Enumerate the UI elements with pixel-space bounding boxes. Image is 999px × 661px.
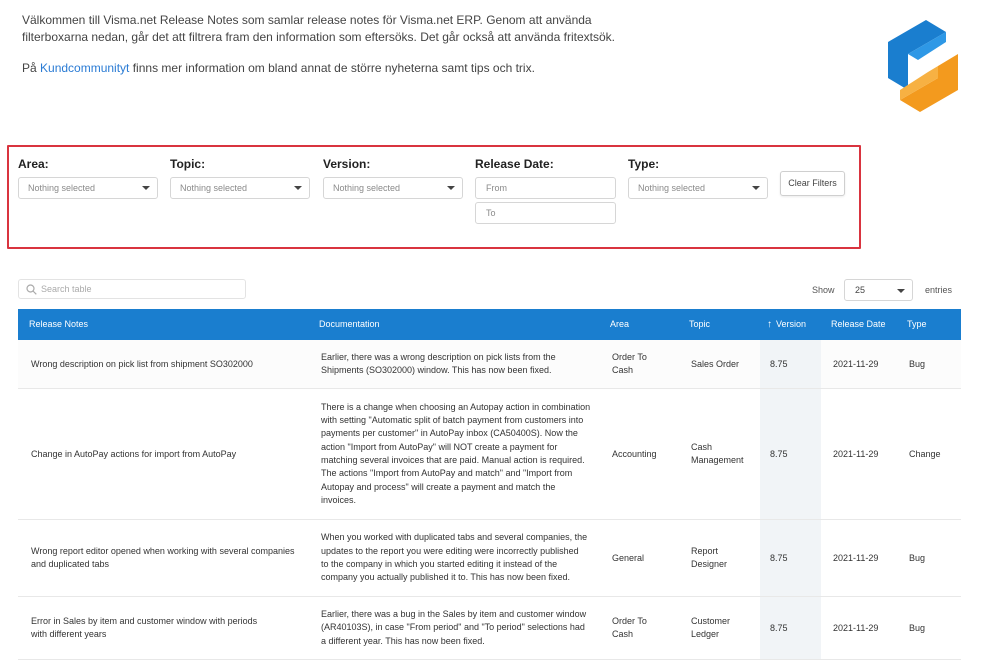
table-row[interactable] [18,520,961,597]
chevron-down-icon [752,186,760,190]
cell-release-date: 2021-11-29 [833,622,879,633]
cell-version: 8.75 [770,358,788,369]
cell-topic: Customer Ledger [691,616,731,639]
intro-text [22,12,642,77]
cell-documentation: Earlier, there was a bug in the Sales by item and customer window (AR40103S), in case "From period" and "To period" selections had a different year. This has now been fixed. [321,609,587,646]
release-notes-table [18,309,961,660]
column-header-release-date[interactable]: Release Date [831,319,886,329]
cell-type: Bug [909,552,926,563]
release-date-from-input[interactable]: From [475,177,616,199]
column-header-area[interactable]: Area [610,319,630,329]
intro-community-paragraph: På Kundcommunityt finns mer information om bland annat de större nyheterna samt tips och trix. [22,61,535,75]
cell-release-note: Error in Sales by item and customer window with periods with different years [31,616,258,639]
cell-area: Order To Cash [612,352,647,375]
chevron-down-icon [447,186,455,190]
area-filter-select[interactable]: Nothing selected [18,177,158,199]
cell-version: 8.75 [770,448,788,459]
cell-documentation: Earlier, there was a wrong description on pick lists from the Shipments (SO302000) window. This has now been fixed. [321,351,556,375]
kundcommunityt-link[interactable]: Kundcommunityt [40,61,130,75]
topic-filter-label: Topic: [170,157,206,171]
column-header-type[interactable]: Type [907,319,927,329]
topic-filter-select[interactable]: Nothing selected [170,177,310,199]
table-row[interactable] [18,389,961,520]
chevron-down-icon [142,186,150,190]
visma-logo [884,20,962,112]
cell-release-date: 2021-11-29 [833,448,879,459]
chevron-down-icon [294,186,302,190]
cell-type: Change [909,448,941,459]
cell-type: Bug [909,358,926,369]
release-date-filter-label: Release Date: [475,157,554,171]
show-label: Show [812,285,835,295]
column-header-version[interactable]: ↑ Version [767,319,807,330]
area-filter-label: Area: [18,157,49,171]
cell-release-date: 2021-11-29 [833,552,879,563]
column-header-topic[interactable]: Topic [689,319,711,329]
table-row[interactable] [18,340,961,389]
cell-version: 8.75 [770,552,788,563]
cell-release-date: 2021-11-29 [833,358,879,369]
cell-type: Bug [909,622,926,633]
search-table-input[interactable]: Search table [18,279,246,299]
column-header-documentation[interactable]: Documentation [319,319,380,329]
cell-topic: Report Designer [691,546,728,569]
table-header [18,309,961,340]
chevron-down-icon [897,289,905,293]
cell-topic: Cash Management [691,442,744,465]
entries-label: entries [925,285,953,295]
version-filter-label: Version: [323,157,371,171]
clear-filters-button[interactable]: Clear Filters [780,171,845,196]
cell-release-note: Wrong report editor opened when working with several companies and duplicated tabs [31,546,295,569]
cell-topic: Sales Order [691,358,740,369]
cell-area: Accounting [612,448,657,459]
cell-documentation: There is a change when choosing an Autopay action in combination with setting "Automatic split of batch payment from customers into payments per customer" in AutoPay inbox (CA50400S). Now the action "Import from AutoPay" will NOT create a payment for matching several invoices that are paid. Manual action is required. The actions "Import from AutoPay and match" and "Import from Autopay and process" will create a payment and match the invoices. [321,401,591,505]
version-filter-select[interactable]: Nothing selected [323,177,463,199]
cell-area: General [612,552,645,563]
column-header-release-notes[interactable]: Release Notes [29,319,89,329]
entries-per-page-select[interactable]: 25 [844,279,913,301]
search-icon [26,284,37,295]
cell-documentation: When you worked with duplicated tabs and several companies, the updates to the report you were editing were incorrectly published to the company in which you started editing it instead of the company you actually published it to. This has now been fixed. [321,532,588,583]
type-filter-select[interactable]: Nothing selected [628,177,768,199]
cell-release-note: Change in AutoPay actions for import from AutoPay [31,448,237,459]
table-body [18,340,961,660]
cell-release-note: Wrong description on pick list from shipment SO302000 [31,358,253,369]
sort-up-icon: ↑ [767,319,772,330]
release-date-to-input[interactable]: To [475,202,616,224]
table-row[interactable] [18,597,961,660]
type-filter-label: Type: [628,157,660,171]
intro-paragraph: Välkommen till Visma.net Release Notes som samlar release notes för Visma.net ERP. Genom att använda filterboxarna nedan, går det att filtrera fram den information som eftersöks. Det går också att använda fritextsök. [22,13,615,44]
cell-version: 8.75 [770,622,788,633]
cell-area: Order To Cash [612,616,647,639]
